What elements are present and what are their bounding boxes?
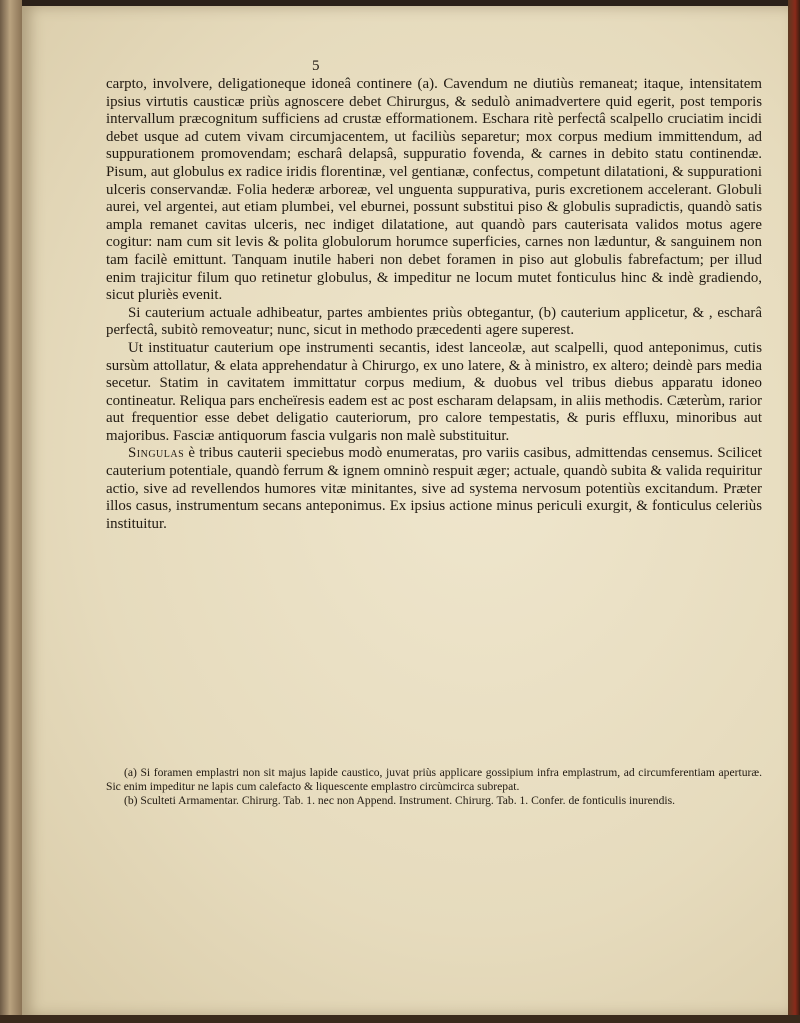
book-page [22, 6, 788, 1016]
paragraph-4-body: è tribus cauterii speciebus modò enumeratas, pro variis casibus, admittendas censemus. Scilicet cauterium potentiale, quandò ferrum & ignem omninò respuit æger; actuale, quandò subita & valida requiritur actio, sive ad revellendos humores vitæ minitantes, sive ad systema nervosum potentiùs excitandum. Præter illos casus, instrumentum secans anteponimus. Ex ipsius actione minus periculi exurgit, & fonticulus celeriùs instituitur. [106, 445, 762, 532]
paragraph-4 [106, 445, 762, 533]
footnotes [106, 766, 762, 809]
paragraph-3: Ut instituatur cauterium ope instrumenti secantis, idest lanceolæ, aut scalpelli, quod anteponimus, cutis sursùm attollatur, & elata apprehendatur à Chirurgo, ex uno latere, & à ministro, ex altero; deindè pars media secetur. Statim in cavitatem immittatur corpus medium, & duobus vel tribus diebus apparatu idoneo contineatur. Reliqua pars encheïresis eadem est ac post escharam delapsam, in aliis methodis. Cæterùm, rarior aut frequentior esse debet deligatio cauteriorum, pro calore tempestatis, & puris effluxu, minoribus aut majoribus. Fasciæ antiquorum fascia vulgaris non malè substituitur. [106, 339, 762, 444]
paragraph-1: carpto, involvere, deligationeque idoneâ continere (a). Cavendum ne diutiùs remaneat; itaque, intensitatem ipsius virtutis causticæ priùs agnoscere debet Chirurgus, & sedulò animadvertere quid egerit, post temporis intervallum præcognitum sufficiens ad crustæ efformationem. Eschara ritè perfectâ scalpello cruciatim incidi debet usque ad cutem vivam circumjacentem, ut faciliùs separetur; mox corpus medium immittendum, ad suppurationem promovendam; escharâ delapsâ, suppuratio fovenda, & carnes in debito statu continendæ. Pisum, aut globulus ex radice iridis florentinæ, vel gentianæ, confectus, competunt dilatationi, & suppurationi ulceris conservandæ. Folia hederæ arboreæ, vel unguenta suppurativa, puris excretionem accelerant. Globuli aurei, vel argentei, aut etiam plumbei, vel eburnei, possunt substitui piso & globulis supradictis, quandò satis ampla remanet cavitas ulceris, nec indiget dilatatione, aut quandò pars cauterisata validos motus agere cogitur: nam cum sit levis & polita globulorum horumce superficies, carnes non læduntur, & sanguinem non tam facilè emittunt. Tanquam inutile haberi non debet foramen in piso aut globulis fabrefactum; per illud enim trajicitur filum quo retinetur globulus, & impeditur ne locum mutet fonticulus hinc & indè gradiendo, sicut pluriès evenit. [106, 76, 762, 304]
main-text [106, 76, 762, 533]
paragraph-2: Si cauterium actuale adhibeatur, partes ambientes priùs obtegantur, (b) cauterium applicetur, & , escharâ perfectâ, subitò removeatur; nunc, sicut in methodo præcedenti agere superest. [106, 304, 762, 339]
page-edge [788, 0, 800, 1023]
page-bottom-edge [0, 1015, 800, 1023]
page-number: 5 [312, 58, 320, 74]
book-spine [0, 0, 22, 1023]
footnote-b: (b) Sculteti Armamentar. Chirurg. Tab. 1. nec non Append. Instrument. Chirurg. Tab. 1. Confer. de fonticulis inurendis. [124, 794, 676, 808]
paragraph-4-lead-word: Singulas [128, 445, 185, 462]
footnote-a: (a) Si foramen emplastri non sit majus lapide caustico, juvat priùs applicare gossipium infra emplastrum, ad circumferentiam aperturæ. Sic enim impeditur ne lapis cum calefacto & liquescente emplastro circùmcirca subrepat. [106, 766, 762, 794]
